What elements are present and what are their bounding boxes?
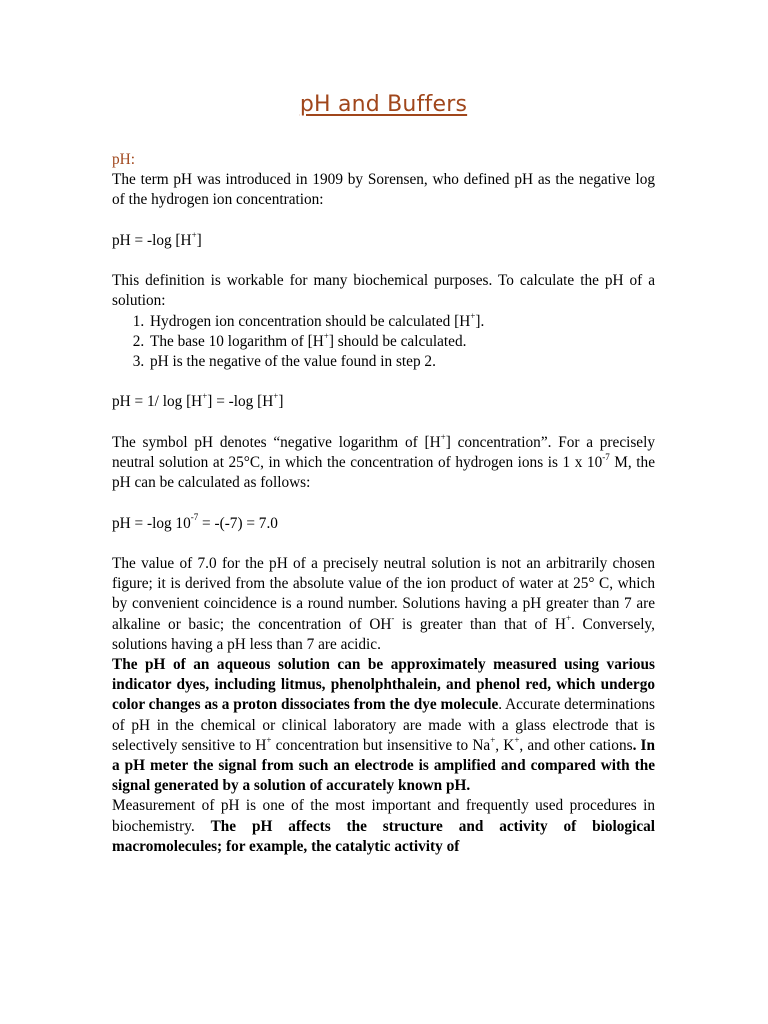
definition-paragraph: This definition is workable for many biochemical purposes. To calculate the pH of a solution: [112, 272, 655, 310]
symbol-paragraph: The symbol pH denotes “negative logarithm of [H+] concentration”. For a precisely neutral solution at 25°C, in which the concentration of hydrogen ions is 1 x $10^{-7}$ M, the pH can be calculated as follows: [112, 431, 655, 492]
neutral-value-paragraph: The value of 7.0 for the pH of a precisely neutral solution is not an arbitrarily chosen figure; it is derived from the absolute value of the ion product of water at 25° C, which by convenient coincidence is a round number. Solutions having a pH greater than 7 are alkaline or basic; the concentration of OH- is greater than that of H+. Conversely, solutions having a pH less than 7 are acidic. [112, 554, 655, 653]
document-body [112, 150, 655, 857]
measurement-paragraph: The pH of an aqueous solution can be approximately measured using various indicator dyes, including litmus, phenolphthalein, and phenol red, which undergo color changes as a proton dissociates from the dye molecule. Accurate determinations of pH in the chemical or clinical laboratory are made with a glass electrode that is selectively sensitive to H+ concentration but insensitive to Na+, K+, and other cations. In a pH meter the signal from such an electrode is amplified and compared with the signal generated by a solution of accurately known pH. [112, 655, 656, 795]
list-item: 2. The base 10 logarithm of [H+] should be calculated. [148, 332, 655, 352]
list-item: 1. Hydrogen ion concentration should be calculated [H+]. [148, 312, 655, 332]
list-item: 3. pH is the negative of the value found in step 2. [148, 352, 655, 372]
intro-paragraph: The term pH was introduced in 1909 by Sorensen, who defined pH as the negative log of the hydrogen ion concentration: [112, 171, 655, 209]
importance-paragraph: Measurement of pH is one of the most important and frequently used procedures in biochemistry. The pH affects the structure and activity of biological macromolecules; for example, the catalytic activity of [112, 797, 656, 855]
equation-ph-definition: pH = -log [H+] [112, 229, 202, 249]
section-heading-ph: pH: [112, 151, 135, 168]
calculation-steps-list [112, 312, 655, 373]
equation-neutral-ph: pH = -log $10^{-7} = -(-7) = 7.0$ [112, 512, 278, 532]
document-title: pH and Buffers [299, 92, 468, 117]
equation-ph-log: pH = 1/ log [H+] = -log [H+] [112, 391, 284, 411]
